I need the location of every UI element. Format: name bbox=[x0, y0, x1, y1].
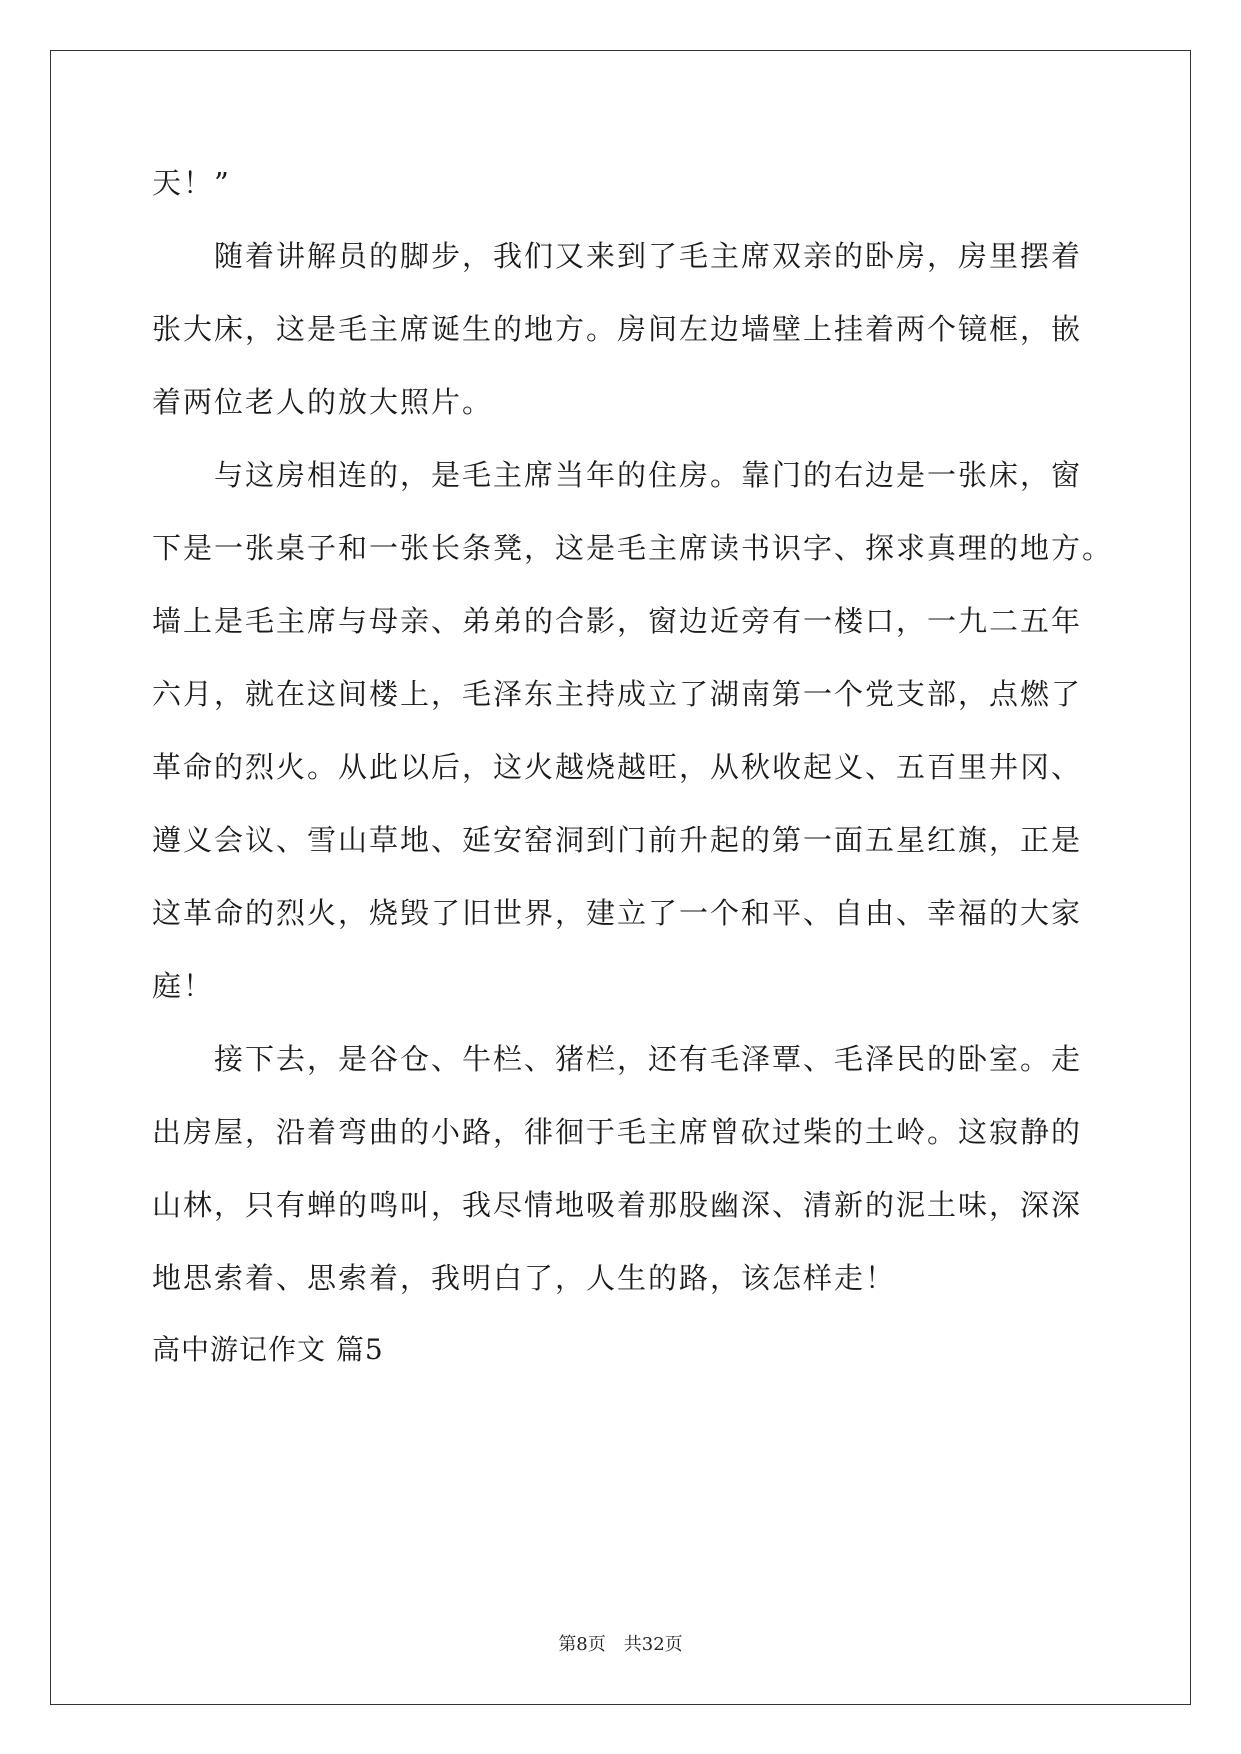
text-line: 遵义会议、雪山草地、延安窑洞到门前升起的第一面五星红旗，正是 bbox=[152, 823, 1083, 857]
text-line: 下是一张桌子和一张长条凳，这是毛主席读书识字、探求真理的地方。 bbox=[152, 531, 1114, 565]
page-border bbox=[50, 50, 1191, 1705]
text-line: 这革命的烈火，烧毁了旧世界，建立了一个和平、自由、幸福的大家 bbox=[152, 896, 1083, 930]
page-footer bbox=[0, 1630, 1241, 1656]
text-line: 庭！ bbox=[152, 969, 215, 1003]
text-line: 随着讲解员的脚步，我们又来到了毛主席双亲的卧房，房里摆着 bbox=[214, 239, 1083, 273]
section-heading: 高中游记作文 篇5 bbox=[152, 1333, 384, 1366]
text-line: 接下去，是谷仓、牛栏、猪栏，还有毛泽覃、毛泽民的卧室。走 bbox=[214, 1042, 1083, 1076]
text-line: 出房屋，沿着弯曲的小路，徘徊于毛主席曾砍过柴的土岭。这寂静的 bbox=[152, 1115, 1083, 1149]
text-line: 天！” bbox=[152, 166, 231, 200]
text-line: 六月，就在这间楼上，毛泽东主持成立了湖南第一个党支部，点燃了 bbox=[152, 677, 1083, 711]
text-line: 着两位老人的放大照片。 bbox=[152, 385, 494, 419]
text-line: 墙上是毛主席与母亲、弟弟的合影，窗边近旁有一楼口，一九二五年 bbox=[152, 604, 1083, 638]
page-total: 共32页 bbox=[623, 1634, 683, 1655]
text-line: 地思索着、思索着，我明白了，人生的路，该怎样走！ bbox=[152, 1261, 897, 1295]
text-line: 革命的烈火。从此以后，这火越烧越旺，从秋收起义、五百里井冈、 bbox=[152, 750, 1083, 784]
text-line: 与这房相连的，是毛主席当年的住房。靠门的右边是一张床，窗 bbox=[214, 458, 1083, 492]
text-line: 张大床，这是毛主席诞生的地方。房间左边墙壁上挂着两个镜框，嵌 bbox=[152, 312, 1083, 346]
text-line: 山林，只有蝉的鸣叫，我尽情地吸着那股幽深、清新的泥土味，深深 bbox=[152, 1188, 1083, 1222]
page-number: 第8页 bbox=[558, 1634, 606, 1655]
